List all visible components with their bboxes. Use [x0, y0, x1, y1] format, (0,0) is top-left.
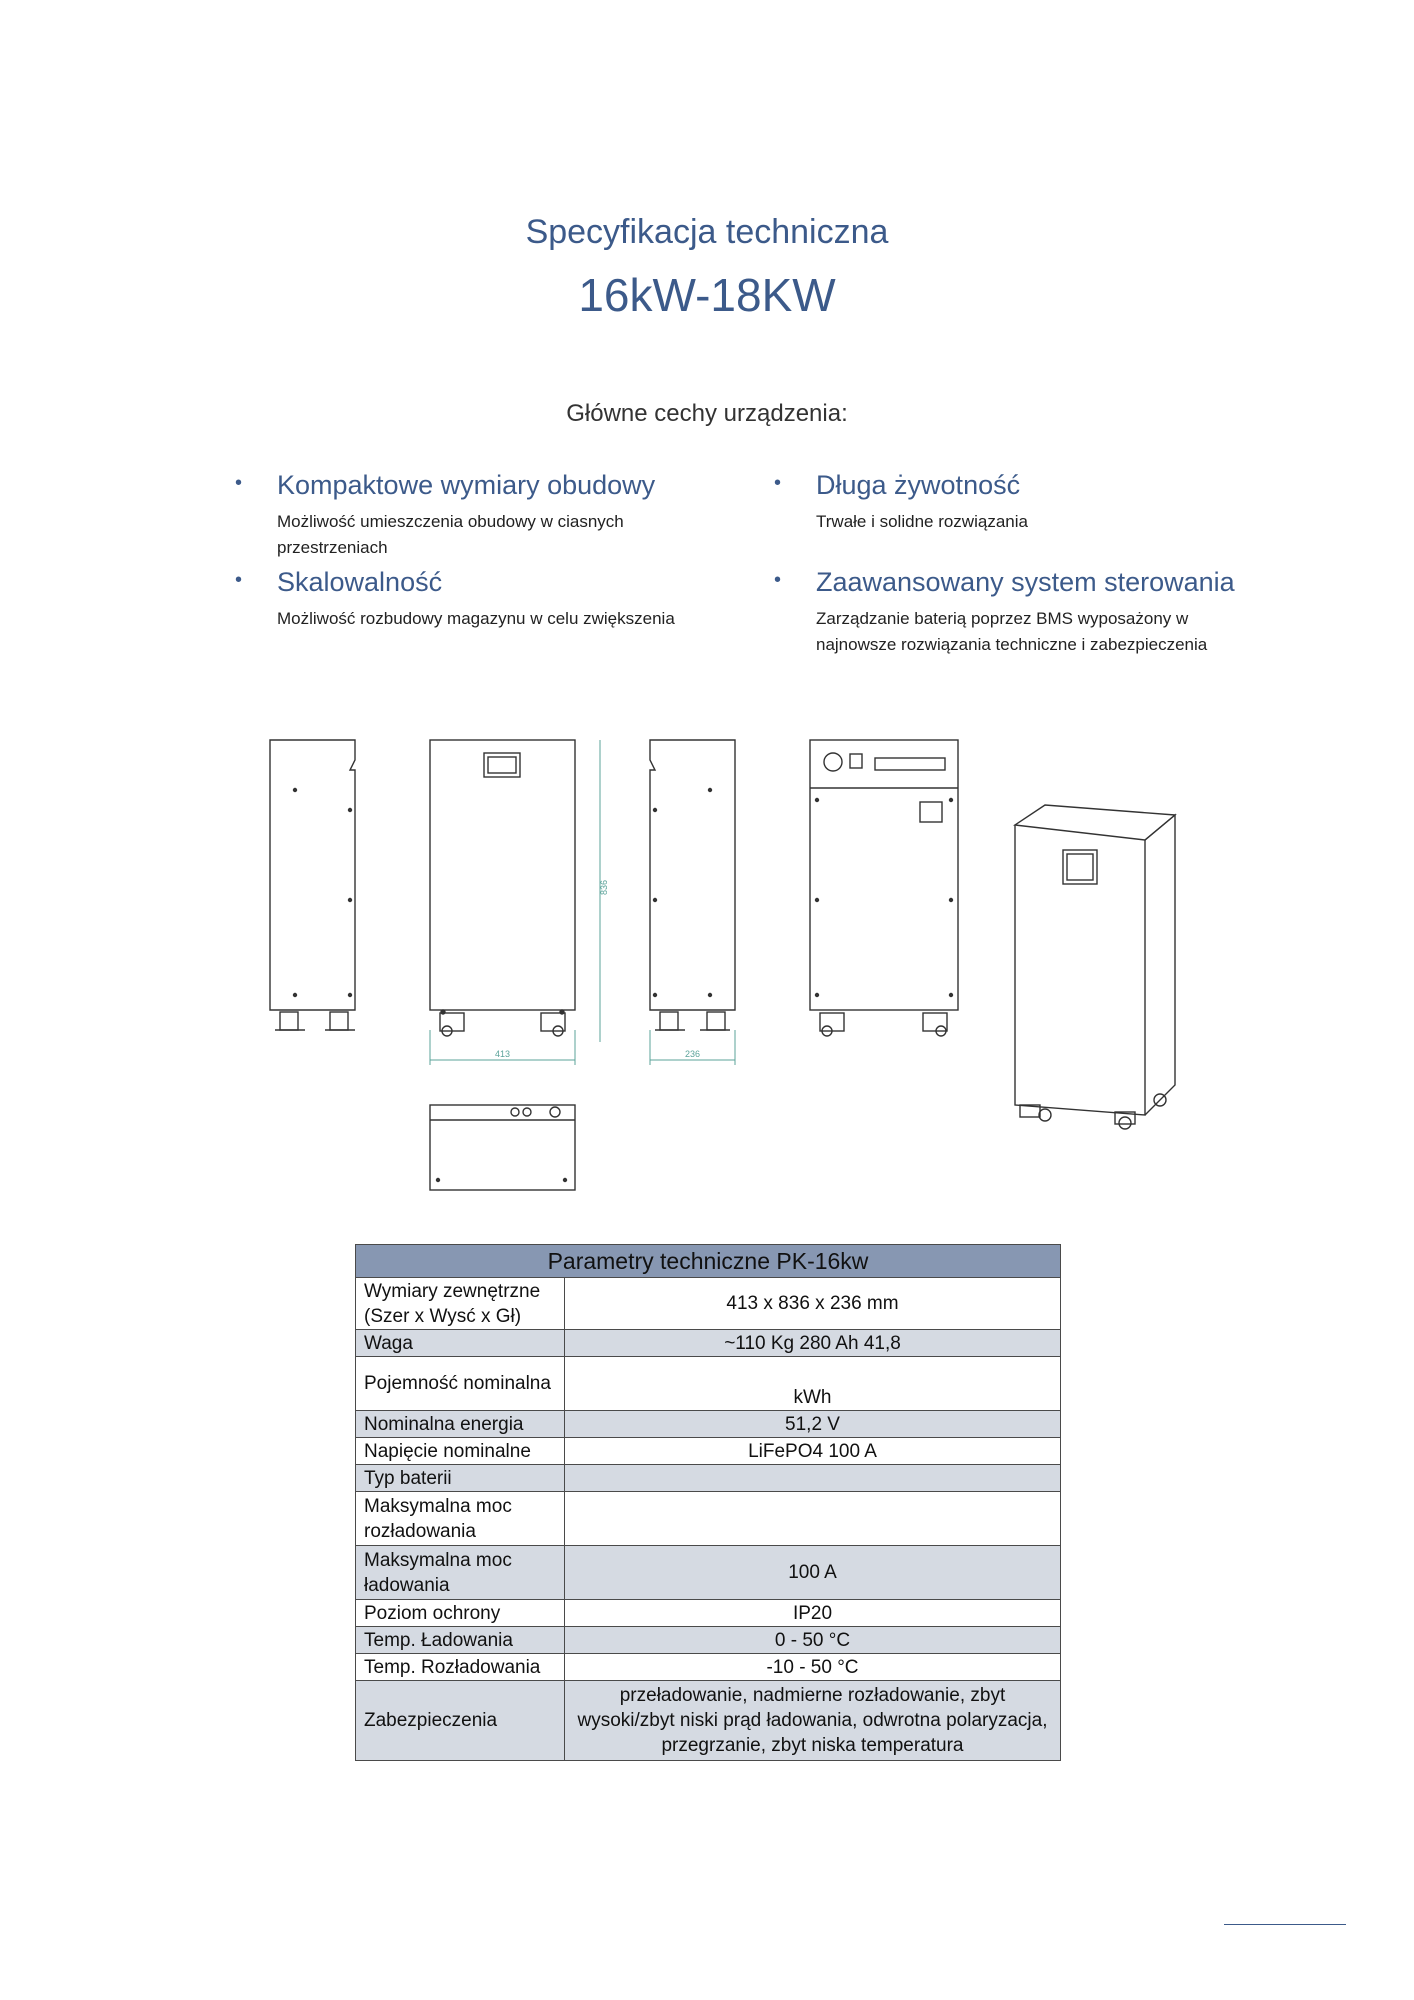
row-value — [565, 1465, 1061, 1492]
feature-item — [774, 567, 1236, 658]
row-value: LiFePO4 100 A — [565, 1438, 1061, 1465]
row-value: ~110 Kg 280 Ah 41,8 — [565, 1330, 1061, 1357]
table-row — [356, 1492, 1061, 1546]
table-row — [356, 1465, 1061, 1492]
side-view-right — [650, 740, 735, 1030]
row-label: Napięcie nominalne — [356, 1438, 565, 1465]
side-view-left — [270, 740, 355, 1030]
row-label: Wymiary zewnętrzne (Szer x Wysć x Gł) — [356, 1278, 565, 1330]
spec-table — [355, 1244, 1061, 1761]
row-value: przeładowanie, nadmierne rozładowanie, zbyt wysoki/zbyt niski prąd ładowania, odwrotna polaryzacja, przegrzanie, zbyt niska temperatura — [565, 1681, 1061, 1761]
row-value: 100 A — [565, 1546, 1061, 1600]
row-value: 0 - 50 °C — [565, 1627, 1061, 1654]
row-value: -10 - 50 °C — [565, 1654, 1061, 1681]
table-row — [356, 1546, 1061, 1600]
front-view — [430, 740, 575, 1036]
table-title: Parametry techniczne PK-16kw — [356, 1245, 1061, 1278]
feature-description: Trwałe i solidne rozwiązania — [816, 512, 1028, 531]
perspective-view — [1015, 805, 1175, 1129]
feature-item — [774, 470, 1236, 535]
row-value: 51,2 V — [565, 1411, 1061, 1438]
table-header-row — [356, 1245, 1061, 1278]
row-label: Pojemność nominalna — [356, 1357, 565, 1411]
row-label: Nominalna energia — [356, 1411, 565, 1438]
feature-description: Możliwość umieszczenia obudowy w ciasnych przestrzeniach — [277, 512, 624, 557]
technical-drawing — [255, 730, 1215, 1200]
feature-item — [235, 567, 717, 632]
features-heading: Główne cechy urządzenia: — [566, 400, 848, 427]
bullet-icon: • — [235, 569, 243, 591]
feature-title: Zaawansowany system sterowania — [816, 567, 1235, 597]
dimension-width-label: 413 — [495, 1049, 511, 1059]
footer-rule — [1224, 1924, 1346, 1925]
bullet-icon: • — [235, 472, 243, 494]
row-value: 413 x 836 x 236 mm — [565, 1278, 1061, 1330]
row-label: Typ baterii — [356, 1465, 565, 1492]
row-label: Maksymalna moc rozładowania — [356, 1492, 565, 1546]
dimension-depth-label: 236 — [685, 1049, 701, 1059]
row-label: Poziom ochrony — [356, 1600, 565, 1627]
rear-view — [810, 740, 958, 1036]
bullet-icon: • — [774, 472, 782, 494]
row-label: Temp. Ładowania — [356, 1627, 565, 1654]
row-label: Zabezpieczenia — [356, 1681, 565, 1761]
table-row — [356, 1278, 1061, 1330]
table-row — [356, 1654, 1061, 1681]
row-label: Temp. Rozładowania — [356, 1654, 565, 1681]
row-value: IP20 — [565, 1600, 1061, 1627]
table-row — [356, 1600, 1061, 1627]
feature-item — [235, 470, 717, 561]
table-row — [356, 1330, 1061, 1357]
row-value: kWh — [565, 1357, 1061, 1411]
row-value — [565, 1492, 1061, 1546]
feature-description: Możliwość rozbudowy magazynu w celu zwiększenia — [277, 609, 675, 628]
page-title: Specyfikacja techniczna — [525, 213, 889, 251]
row-label: Maksymalna moc ładowania — [356, 1546, 565, 1600]
table-row — [356, 1681, 1061, 1761]
table-row — [356, 1438, 1061, 1465]
row-label: Waga — [356, 1330, 565, 1357]
top-view — [430, 1105, 575, 1190]
feature-title: Kompaktowe wymiary obudowy — [277, 470, 656, 500]
feature-title: Skalowalność — [277, 567, 443, 597]
page-subtitle: 16kW-18KW — [578, 269, 836, 321]
dimension-height-label: 836 — [599, 879, 609, 895]
table-row — [356, 1411, 1061, 1438]
feature-description: Zarządzanie baterią poprzez BMS wyposażony w najnowsze rozwiązania techniczne i zabezpieczenia — [816, 609, 1208, 654]
feature-title: Długa żywotność — [816, 470, 1021, 500]
table-row — [356, 1357, 1061, 1411]
bullet-icon: • — [774, 569, 782, 591]
table-row — [356, 1627, 1061, 1654]
